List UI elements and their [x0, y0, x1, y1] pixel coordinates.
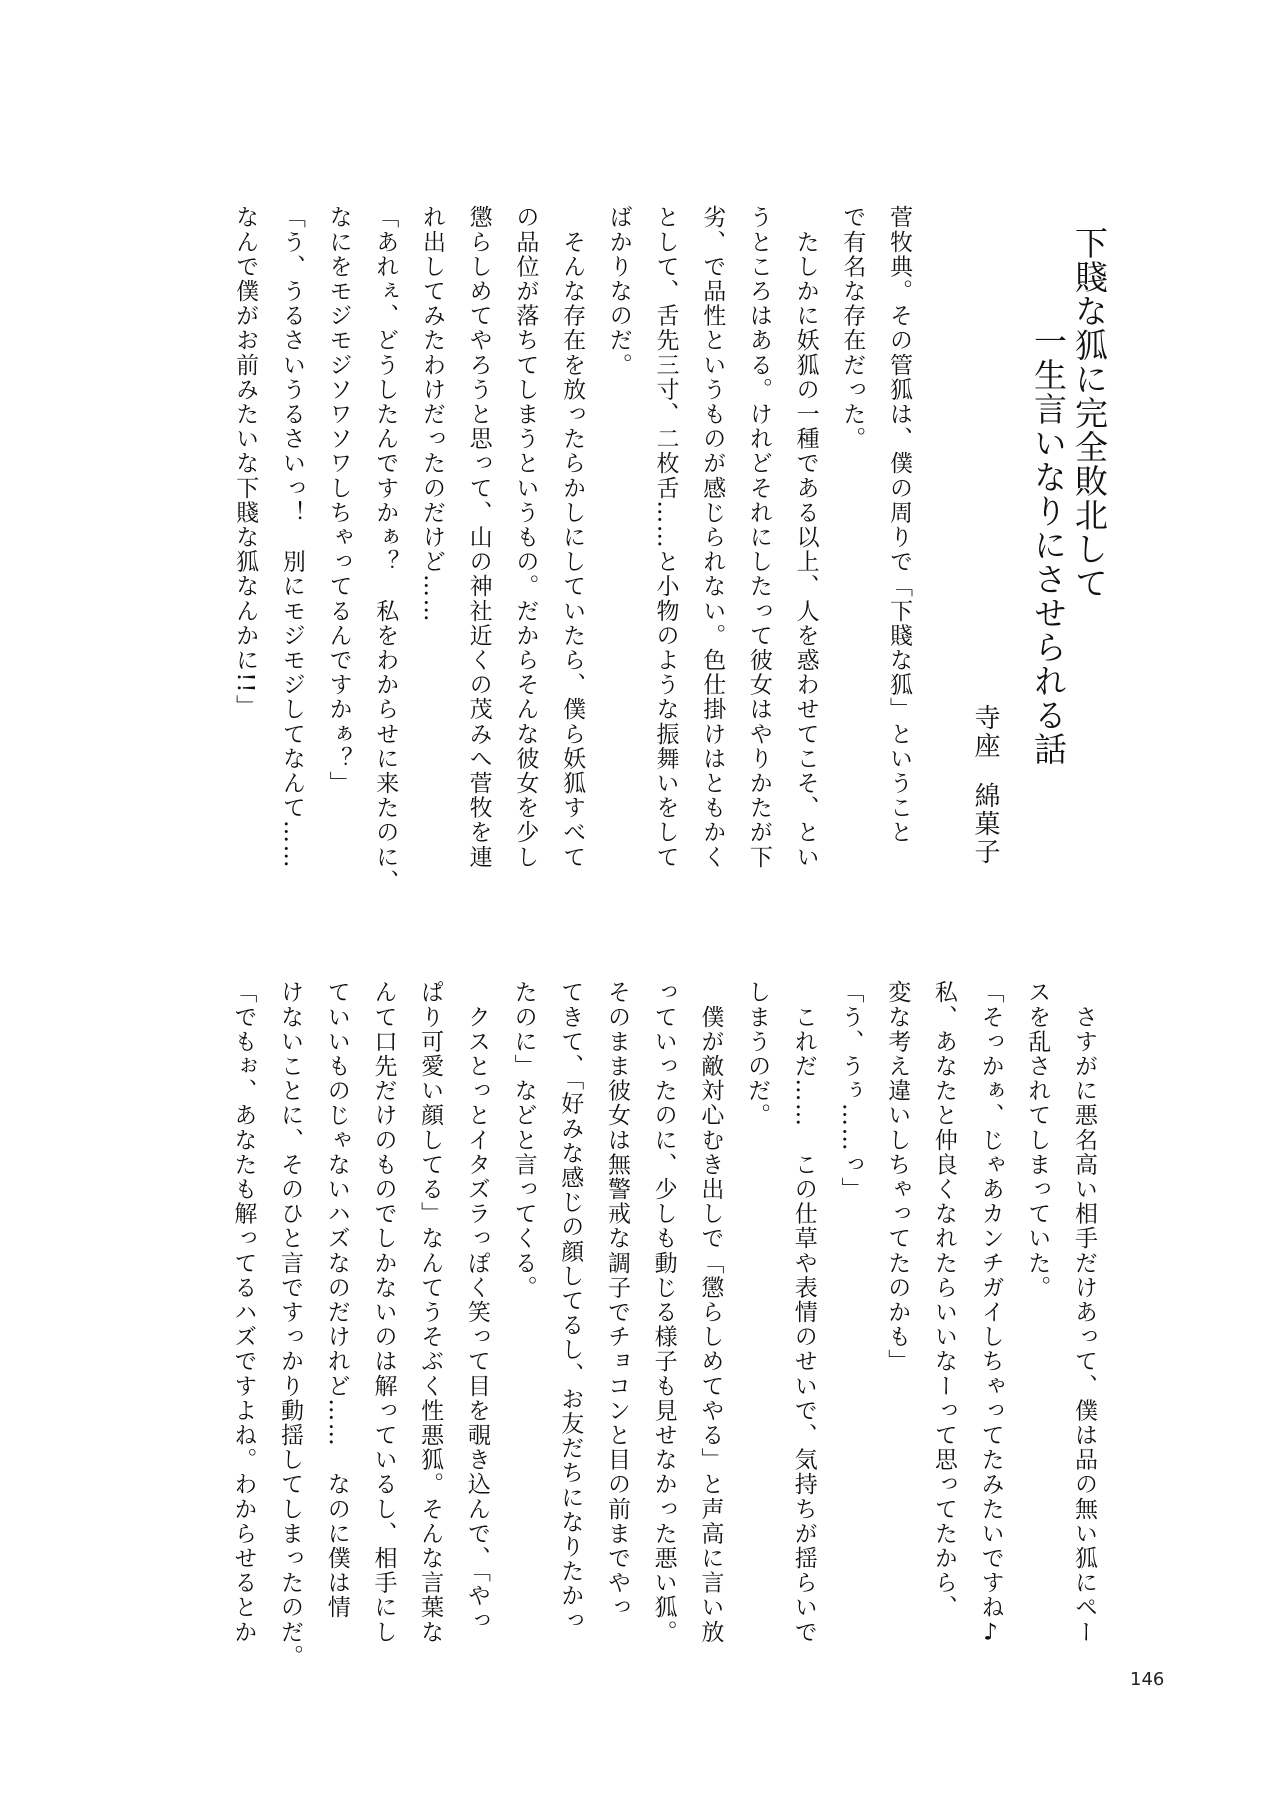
text-column: なんで僕がお前みたいな下賤な狐なんかに!!」 [232, 205, 259, 719]
text-column: たしかに妖狐の一種である以上、人を惑わせてこそ、とい [792, 205, 819, 870]
title-line-2: 一生言いなりにさせられる話 [1029, 324, 1068, 766]
story-title [1028, 226, 1110, 766]
text-column: たのに」などと言ってくる。 [510, 980, 537, 1300]
text-column: これだ…… この仕草や表情のせいで、気持ちが揺らいで [790, 980, 817, 1645]
text-column: ていいものじゃないハズなのだけれど…… なのに僕は情 [323, 980, 350, 1620]
author-name [970, 704, 1000, 866]
text-column: けないことに、そのひと言ですっかり動揺してしまったのだ。 [277, 980, 304, 1669]
text-column: なにをモジモジソワソワしちゃってるんですかぁ？」 [325, 205, 352, 796]
text-column: 僕が敵対心むき出しで「懲らしめてやる」と声高に言い放 [697, 980, 724, 1645]
text-column: そんな存在を放ったらかしにしていたら、僕ら妖狐すべて [559, 205, 586, 870]
author-given-name: 綿菓子 [970, 782, 1000, 866]
text-column: っていったのに、少しも動じる様子も見せなかった悪い狐。 [650, 980, 677, 1645]
text-column: 変な考え違いしちゃってたのかも」 [884, 980, 911, 1374]
text-column: ばかりなのだ。 [605, 205, 632, 378]
text-column: 私、あなたと仲良くなれたらいいなーって思ってたから、 [930, 980, 957, 1620]
text-column: 「う、うるさいうるさいっ！ 別にモジモジしてなんて…… [278, 205, 305, 870]
text-column: 「う、うぅ……っ」 [837, 980, 864, 1202]
text-column: クスとっとイタズラっぽく笑って目を覗き込んで、「やっ [463, 980, 490, 1633]
page-number: 146 [1130, 1669, 1165, 1690]
text-column: しまうのだ。 [744, 980, 771, 1128]
text-column: れ出してみたわけだったのだけど…… [418, 205, 445, 624]
text-column: 菅牧典。その管狐は、僕の周りで「下賤な狐」ということ [886, 205, 912, 845]
text-column: で有名な存在だった。 [839, 205, 866, 451]
text-column: ぱり可愛い顔してる」なんてうそぶく性悪狐。そんな言葉な [417, 980, 444, 1645]
text-column: の品位が落ちてしまうというもの。だからそんな彼女を少し [512, 205, 539, 870]
text-column: さすがに悪名高い相手だけあって、僕は品の無い狐にペー [1071, 980, 1097, 1645]
text-column: 「そっかぁ、じゃあカンチガイしちゃってたみたいですね♪ [977, 980, 1004, 1648]
text-column: そのまま彼女は無警戒な調子でチョコンと目の前までやっ [603, 980, 630, 1620]
author-family-name: 寺座 [970, 704, 1000, 760]
body-text-lower [220, 980, 1107, 1669]
text-column: 「でもぉ、あなたも解ってるハズですよね。わからせるとか [230, 980, 257, 1645]
text-column: 懲らしめてやろうと思って、山の神社近くの茂みへ菅牧を連 [465, 205, 492, 870]
text-column: 「あれぇ、どうしたんですかぁ？ 私をわからせに来たのに、 [372, 205, 399, 894]
text-column: てきて、「好みな感じの顔してるし、お友だちになりたかっ [557, 980, 584, 1633]
body-text-upper [221, 205, 922, 894]
text-column: うところはある。けれどそれにしたって彼女はやりかたが下 [745, 205, 772, 870]
text-column: スを乱されてしまっていた。 [1024, 980, 1051, 1300]
text-column: んて口先だけのものでしかないのは解っているし、相手にし [370, 980, 397, 1645]
text-column: として、舌先三寸、二枚舌……と小物のような振舞いをして [652, 205, 679, 870]
text-column: 劣、で品性というものが感じられない。色仕掛けはともかく [699, 205, 726, 870]
title-line-1: 下賤な狐に完全敗北して [1070, 226, 1109, 600]
